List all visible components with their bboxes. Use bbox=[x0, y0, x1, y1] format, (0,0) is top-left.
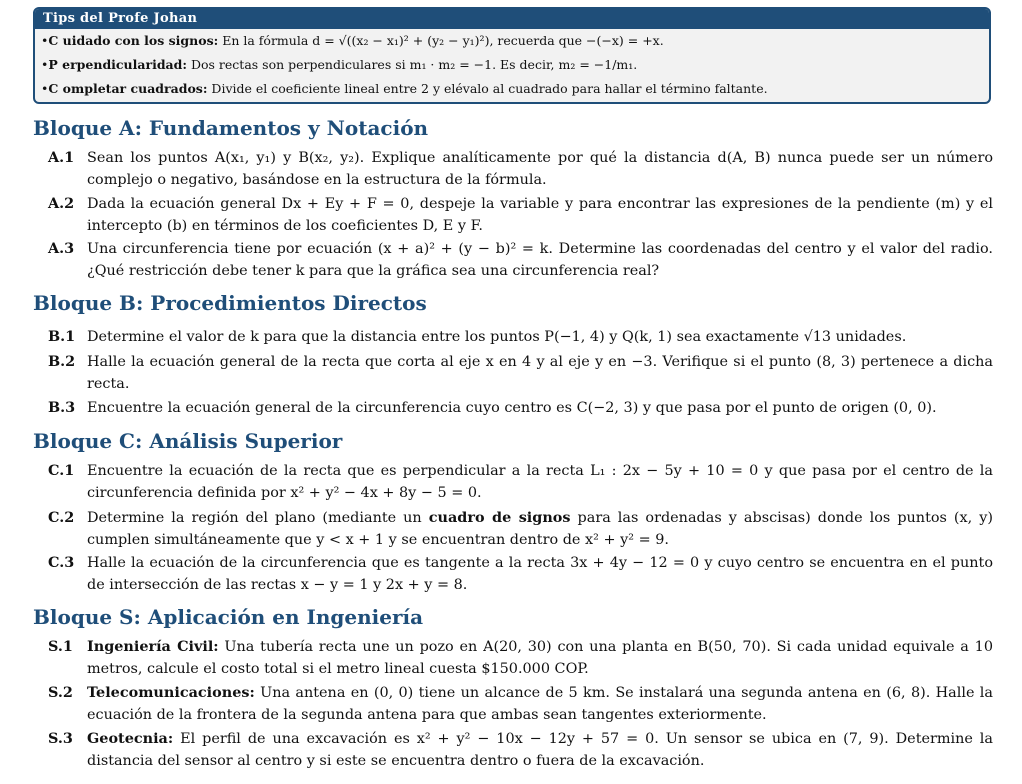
exercise-number: S.3 bbox=[48, 730, 73, 747]
exercise-text bbox=[87, 636, 993, 680]
exercise-item bbox=[48, 147, 993, 191]
exercise-text-bold: Telecomunicaciones: bbox=[87, 684, 255, 701]
exercise-number: B.1 bbox=[48, 328, 76, 345]
exercise-number: C.1 bbox=[48, 462, 75, 479]
tip-item: •P erpendicularidad: Dos rectas son perpendiculares si m₁ · m₂ = −1. Es decir, m₂ = −1/m₁. bbox=[41, 57, 638, 72]
block-c-title: Bloque C: Análisis Superior bbox=[33, 429, 343, 453]
tips-title: Tips del Profe Johan bbox=[35, 9, 989, 29]
exercise-number: A.1 bbox=[48, 149, 75, 166]
exercise-text-post: Una tubería recta une un pozo en A(20, 30) con una planta en B(50, 70). Si cada unidad equivale a 10 metros, calcule el costo total si el metro lineal cuesta $150.000 COP. bbox=[87, 639, 993, 677]
exercise-number: A.2 bbox=[48, 195, 75, 212]
exercise-text bbox=[87, 682, 993, 726]
exercise-item bbox=[48, 351, 993, 395]
tip-text: Dos rectas son perpendiculares si m₁ · m₂ = −1. Es decir, m₂ = −1/m₁. bbox=[187, 57, 638, 72]
tip-item: •C uidado con los signos: En la fórmula d = √((x₂ − x₁)² + (y₂ − y₁)²), recuerda que −(−x) = +x. bbox=[41, 33, 664, 48]
exercise-text-pre: Determine la región del plano (mediante un bbox=[87, 510, 429, 526]
tip-label: C ompletar cuadrados: bbox=[48, 81, 208, 96]
exercise-text bbox=[87, 507, 993, 551]
exercise-number: S.2 bbox=[48, 684, 73, 701]
exercise-item bbox=[48, 682, 993, 726]
exercise-number: S.1 bbox=[48, 638, 73, 655]
exercise-text: Determine el valor de k para que la distancia entre los puntos P(−1, 4) y Q(k, 1) sea exactamente √13 unidades. bbox=[87, 329, 907, 345]
exercise-text-bold: Geotecnia: bbox=[87, 730, 174, 747]
exercise-text: Dada la ecuación general Dx + Ey + F = 0, despeje la variable y para encontrar las expresiones de la pendiente (m) y el intercepto (b) en términos de los coeficientes D, E y F. bbox=[87, 196, 993, 234]
exercise-text-post: para las ordenadas y abscisas) donde los puntos (x, y) cumplen simultáneamente que y < x + 1 y se encuentran dentro de x² + y² = 9. bbox=[87, 510, 994, 548]
exercise-item bbox=[48, 507, 993, 551]
exercise-text: Encuentre la ecuación de la recta que es perpendicular a la recta L₁ : 2x − 5y + 10 = 0 y que pasa por el centro de la circunferencia definida por x² + y² − 4x + 8y − 5 = 0. bbox=[87, 463, 993, 501]
exercise-text-post: Una antena en (0, 0) tiene un alcance de 5 km. Se instalará una segunda antena en (6, 8). Halle la ecuación de la frontera de la segunda antena para que ambas sean tangentes exteriormente. bbox=[87, 685, 993, 723]
exercise-text: Halle la ecuación de la circunferencia que es tangente a la recta 3x + 4y − 12 = 0 y cuyo centro se encuentra en el punto de intersección de las rectas x − y = 1 y 2x + y = 8. bbox=[87, 555, 993, 593]
block-s-title: Bloque S: Aplicación en Ingeniería bbox=[33, 605, 424, 629]
exercise-text: Sean los puntos A(x₁, y₁) y B(x₂, y₂). Explique analíticamente por qué la distancia d(A, B) nunca puede ser un número complejo o negativo, basándose en la estructura de la fórmula. bbox=[87, 150, 993, 188]
block-b-title: Bloque B: Procedimientos Directos bbox=[33, 291, 427, 315]
tip-label: P erpendicularidad: bbox=[48, 57, 188, 72]
tip-text: En la fórmula d = √((x₂ − x₁)² + (y₂ − y₁)²), recuerda que −(−x) = +x. bbox=[218, 33, 664, 48]
exercise-item bbox=[48, 397, 993, 419]
exercise-number: C.2 bbox=[48, 509, 75, 526]
block-a-title: Bloque A: Fundamentos y Notación bbox=[33, 116, 429, 140]
tip-label: C uidado con los signos: bbox=[48, 33, 219, 48]
exercise-item bbox=[48, 238, 993, 282]
exercise-item bbox=[48, 460, 993, 504]
exercise-text-bold: Ingeniería Civil: bbox=[87, 638, 219, 655]
exercise-item bbox=[48, 326, 993, 348]
tip-item: •C ompletar cuadrados: Divide el coeficiente lineal entre 2 y elévalo al cuadrado para hallar el término faltante. bbox=[41, 81, 768, 96]
exercise-text: Encuentre la ecuación general de la circunferencia cuyo centro es C(−2, 3) y que pasa por el punto de origen (0, 0). bbox=[87, 400, 937, 416]
exercise-text: Halle la ecuación general de la recta que corta al eje x en 4 y al eje y en −3. Verifique si el punto (8, 3) pertenece a dicha recta. bbox=[87, 354, 993, 392]
exercise-item bbox=[48, 728, 993, 772]
exercise-number: B.2 bbox=[48, 353, 76, 370]
tip-text: Divide el coeficiente lineal entre 2 y elévalo al cuadrado para hallar el término faltante. bbox=[207, 81, 768, 96]
tips-box bbox=[33, 7, 991, 104]
exercise-number: A.3 bbox=[48, 240, 75, 257]
exercise-text bbox=[87, 728, 993, 772]
exercise-item bbox=[48, 636, 993, 680]
exercise-number: C.3 bbox=[48, 554, 75, 571]
exercise-text-bold: cuadro de signos bbox=[428, 509, 571, 526]
exercise-item bbox=[48, 193, 993, 237]
exercise-text-post: El perfil de una excavación es x² + y² − 10x − 12y + 57 = 0. Un sensor se ubica en (7, 9). Determine la distancia del sensor al centro y si este se encuentra dentro o fuera de la excavación. bbox=[87, 731, 993, 769]
exercise-number: B.3 bbox=[48, 399, 76, 416]
exercise-text: Una circunferencia tiene por ecuación (x + a)² + (y − b)² = k. Determine las coordenadas del centro y el valor del radio. ¿Qué restricción debe tener k para que la gráfica sea una circunferencia real? bbox=[87, 241, 993, 279]
exercise-item bbox=[48, 552, 993, 596]
